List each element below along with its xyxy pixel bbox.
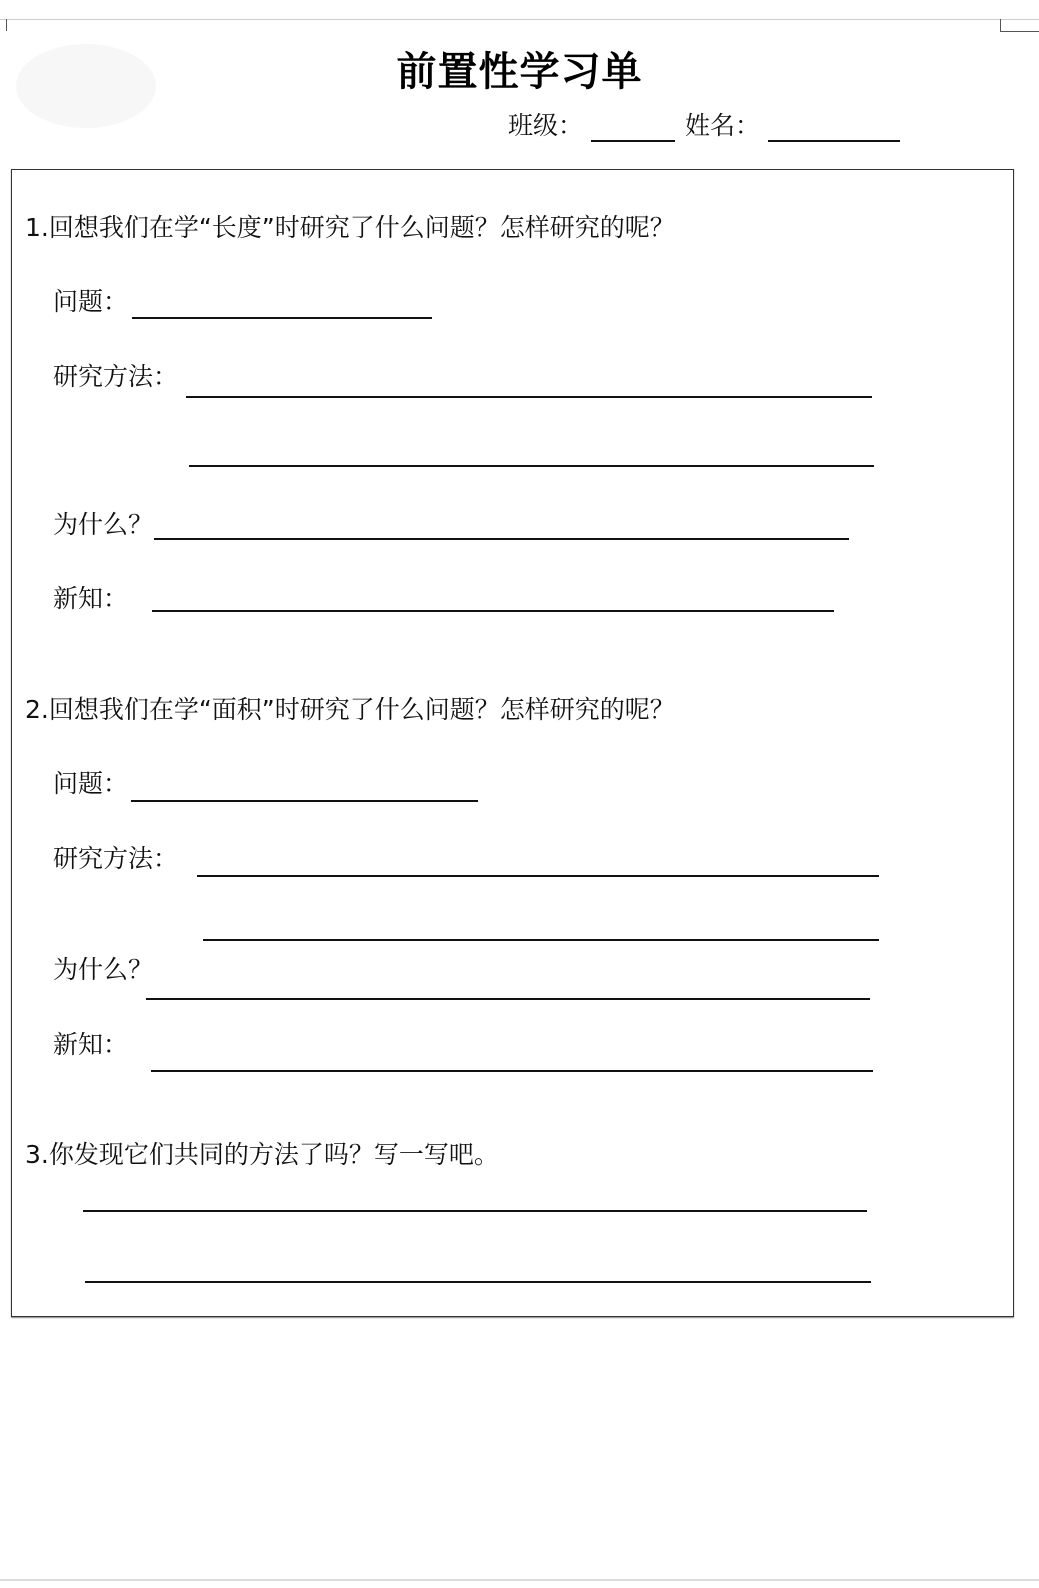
crop-mark-right — [1000, 19, 1039, 32]
page-top-rule — [0, 19, 1039, 20]
q2-method-answer-line-1[interactable] — [197, 875, 879, 877]
class-blank[interactable] — [591, 114, 675, 142]
q2-problem-label: 问题： — [53, 769, 129, 798]
worksheet-title: 前置性学习单 — [396, 49, 643, 95]
q1-why-label: 为什么？ — [53, 510, 154, 539]
page-bottom-rule — [0, 1579, 1039, 1581]
crop-mark-left — [0, 19, 7, 31]
name-blank[interactable] — [768, 114, 900, 142]
worksheet-box — [11, 169, 1014, 1317]
q2-problem-answer-line[interactable] — [131, 800, 478, 802]
q2-method-label: 研究方法： — [53, 844, 179, 873]
q1-method-label: 研究方法： — [53, 362, 179, 391]
q1-problem-answer-line[interactable] — [132, 317, 432, 319]
class-label: 班级： — [508, 111, 584, 140]
q3-answer-line-1[interactable] — [83, 1210, 867, 1212]
q2-why-label: 为什么？ — [53, 955, 154, 984]
q3-answer-line-2[interactable] — [85, 1281, 871, 1283]
q1-method-answer-line-1[interactable] — [186, 396, 872, 398]
q1-problem-label: 问题： — [53, 287, 129, 316]
q1-new-knowledge-label: 新知： — [53, 584, 129, 613]
q1-new-knowledge-answer-line[interactable] — [152, 610, 834, 612]
student-info — [508, 106, 910, 142]
name-label: 姓名： — [685, 111, 761, 140]
question-3-prompt: 3.你发现它们共同的方法了吗？写一写吧。 — [25, 1140, 499, 1169]
q1-why-answer-line[interactable] — [154, 538, 849, 540]
q2-new-knowledge-label: 新知： — [53, 1030, 129, 1059]
question-1-prompt: 1.回想我们在学“长度”时研究了什么问题？怎样研究的呢？ — [25, 213, 675, 242]
question-2-prompt: 2.回想我们在学“面积”时研究了什么问题？怎样研究的呢？ — [25, 695, 675, 724]
q2-new-knowledge-answer-line[interactable] — [151, 1070, 873, 1072]
q1-method-answer-line-2[interactable] — [189, 465, 874, 467]
q2-method-answer-line-2[interactable] — [203, 939, 879, 941]
q2-why-answer-line[interactable] — [146, 998, 870, 1000]
